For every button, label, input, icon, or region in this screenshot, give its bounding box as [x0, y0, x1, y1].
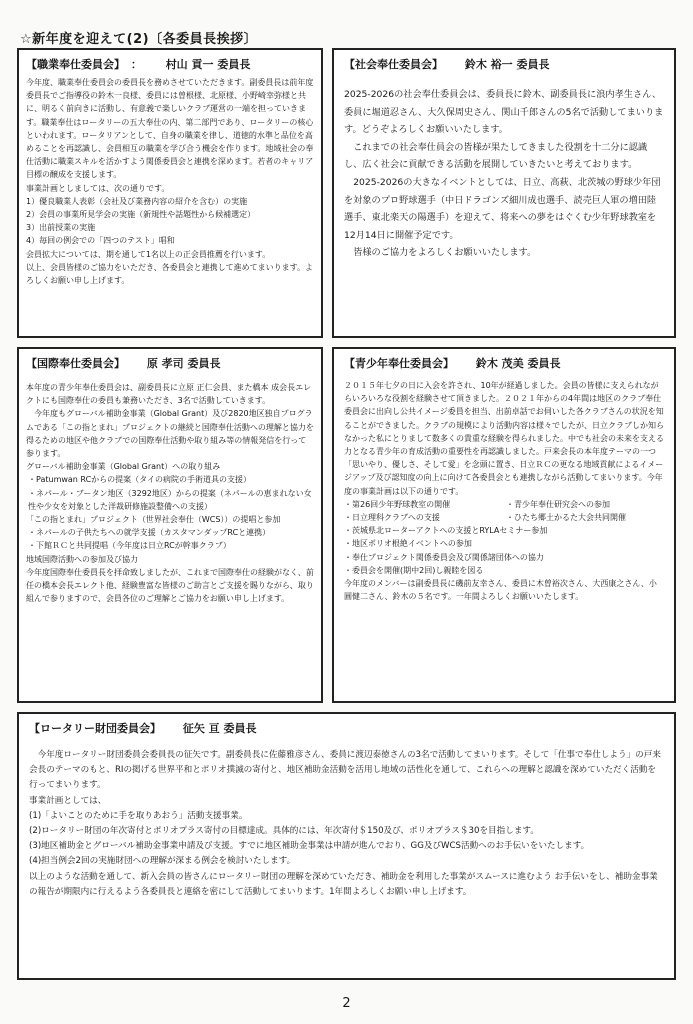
vocational-header — [26, 56, 314, 72]
plan-item: 「この指とまれ」プロジェクト（世界社会奉仕（WCS））の提唱と参加 — [26, 515, 281, 525]
plan-list — [344, 498, 664, 524]
plan-item: (4)担当例会2回の実施財団への理解が深まる例会を検討いたします。 — [29, 856, 296, 867]
plan-item: ・ネパールの子供たちへの就学支援（カスタマンダップRCと連携） — [28, 528, 271, 538]
paragraph: 今年度もグローバル補助金事業（Global Grant）及び2820地区独自プログラムである「この指とまれ」プロジェクトの継続と国際奉仕活動への理解と協力を得るための地区や他クラブでの国際奉仕活動や取り組み等の情報発信を行って参ります。 — [26, 409, 314, 459]
paragraph: 以上、会員皆様のご協力をいただき、各委員会と連携して進めてまいります。よろしくお願い申し上げます。 — [26, 262, 314, 286]
plan-item: ・Patumwan RCからの提案（タイの病院の手術道具の支援） — [28, 475, 252, 485]
committee-name: 【ロータリー財団委員会】 — [29, 722, 161, 735]
plan-item: ・茨城県北ローターアクトへの支援とRYLAセミナー参加 — [344, 526, 548, 536]
international-header — [26, 355, 314, 371]
paragraph: これまでの社会奉仕員会の皆様が果たしてきました役割を十二分に認識し、広く社会に貢献できる活動を展開していきたいと考えております。 — [344, 141, 648, 171]
chair-name: 鈴木 茂美 委員長 — [475, 357, 561, 370]
plan-item: 3）出前授業の実施 — [26, 223, 96, 233]
foundation-box — [17, 712, 676, 980]
paragraph: 皆様のご協力をよろしくお願いいたします。 — [353, 247, 537, 259]
plan-item: (2)ロータリー財団の年次寄付とポリオプラス寄付の目標達成。具体的には、年次寄付＄150及び、ポリオプラス＄30を目指します。 — [29, 826, 539, 837]
committee-name: 【職業奉仕委員会】 — [26, 58, 125, 71]
plan-item: 1）優良職業人表彰（会社及び業務内容の紹介を含む）の実施 — [26, 196, 248, 206]
page-title: ☆新年度を迎えて(2)〔各委員長挨拶〕 — [20, 28, 257, 49]
youth-service-box — [332, 347, 676, 703]
plan-item: 2）会員の事業所見学会の実施（新規性や話題性から候補選定） — [26, 210, 256, 220]
plan-item: ・青少年奉仕研究会への参加 — [506, 499, 610, 509]
paragraph: 2025-2026の大きなイベントとしては、日立、高萩、北茨城の野球少年団を対象のプロ野球選手（中日ドラゴンズ細川成也選手、読売巨人軍の増田陸選手、東北楽天の陽選手）を迎えて、将来への夢をはぐくむ少年野球教室を12月14日に開催予定です。 — [344, 176, 661, 241]
paragraph: 事業計画としましては、次の通りです。 — [26, 183, 170, 193]
committee-name: 【青少年奉仕委員会】 — [344, 357, 454, 370]
plan-item: ・日立理科クラブへの支援 — [344, 513, 440, 523]
paragraph: 事業計画としては、 — [29, 795, 107, 806]
plan-item: (1)「よいことのために手を取りあおう」活動支援事業。 — [29, 810, 248, 821]
community-service-box — [332, 48, 676, 338]
paragraph: 今年度、職業奉仕委員会の委員長を務めさせていただきます。副委員長は前年度委員長でご指導役の鈴木一良様、委員には曽根様、北原様、小野崎幸弥様と共に、明るく前向きに活動し、有意義で楽しいクラブ運営の一端を担っていきます。職業奉仕はロータリーの五大奉仕の内、第二部門であり、ロータリーの核心といわれます。ロータリアンとして、自身の職業を律し、道徳的水準と品位を高めることを再認識し、会員相互の職業を学び合う機会を作ります。地域社会の奉仕活動に職業スキルを活かすよう関係委員会と連携を深めます。若者のキャリア目標の醸成を支援します。 — [26, 78, 314, 180]
chair-name: 征矢 亘 委員長 — [182, 722, 257, 735]
international-body — [26, 381, 314, 605]
committee-name: 【社会奉仕委員会】 — [344, 58, 443, 71]
separator: ： — [130, 58, 142, 71]
plan-item: グローバル補助金事業（Global Grant）への取り組み — [26, 462, 221, 472]
chair-name: 原 孝司 委員長 — [146, 357, 221, 370]
plan-item: 地域国際活動への参加及び協力 — [26, 554, 138, 564]
community-header — [344, 56, 664, 72]
vocational-body — [26, 76, 314, 287]
plan-item: ・奉仕プロジェクト関係委員会及び関係諸団体への協力 — [344, 552, 544, 562]
page-number: 2 — [342, 996, 351, 1011]
paragraph: 2025-2026の社会奉仕委員会は、委員長に鈴木、副委員長に浪内孝生さん、委員に堀道忍さん、大久保周史さん、関山千郎さんの5名で活動してまいります。どうぞよろしくお願いいたします。 — [344, 89, 664, 136]
plan-item: (3)地区補助金とグローバル補助金事業申請及び支援。すでに地区補助金事業は申請が進んでおり、GG及びWCS活動へのお手伝いをいたします。 — [29, 841, 590, 852]
paragraph: 今年度ロータリー財団委員会委員長の征矢です。副委員長に佐藤雅彦さん、委員に渡辺泰徳さんの3名で活動してまいります。そして「仕事で奉仕しよう」の戸来会長のテーマのもと、RIの掲げる世界平和とポリオ撲滅の寄付と、地区補助金活動を活用し地域の活性化を通して、これらへの理解と認識を深めていただく活動を行ってまいります。 — [29, 750, 661, 791]
plan-item: ・委員会を開催(期中2回)し親睦を図る — [344, 565, 484, 575]
vocational-service-box — [17, 48, 323, 338]
paragraph: 今年度のメンバーは副委員長に磯前友幸さん、委員に木曽裕次さん、大西康之さん、小圓健二さん、鈴木の５名です。一年間よろしくお願いいたします。 — [344, 579, 657, 602]
paragraph: 今年度国際奉仕委員長を拝命致しましたが、これまで国際奉仕の経験がなく、前任の橋本会長エレクト他、経験豊富な皆様のご助言とご支援を賜りながら、取り組んで参りますので、会員各位のご理解とご協力をお願い申し上げます。 — [26, 567, 314, 604]
foundation-header — [29, 720, 664, 736]
chair-name: 村山 貢一 委員長 — [165, 58, 251, 71]
chair-name: 鈴木 裕一 委員長 — [464, 58, 550, 71]
plan-item: ・地区ポリオ根絶イベントへの参加 — [344, 539, 472, 549]
committee-name: 【国際奉仕委員会】 — [26, 357, 125, 370]
youth-header — [344, 355, 664, 371]
plan-item: ・第26回少年野球教室の開催 — [344, 499, 451, 509]
paragraph: 会員拡大については、期を通して1名以上の正会員推薦を行います。 — [26, 249, 271, 259]
youth-body — [344, 379, 664, 603]
foundation-body — [29, 748, 664, 900]
plan-item: 4）毎回の例会での「四つのテスト」唱和 — [26, 236, 175, 246]
plan-item: ・ネパール・ブータン地区（3292地区）からの提案（ネパールの恵まれない女性や少女を対象とした洋裁研修施設整備への支援） — [28, 488, 312, 511]
community-body — [344, 86, 664, 262]
paragraph: 以上のような活動を通して、新入会員の皆さんにロータリー財団の理解を深めていただき、補助金を利用した事業がスムースに進むよう お手伝いをし、補助金事業の報告が期限内に行えるよう各委員長と連絡を密にして活動してまいります。1年間よろしくお願い申し上げます。 — [29, 871, 658, 897]
plan-item: ・下館ＲＣと共同提唱（今年度は日立RCが幹事クラブ） — [28, 541, 231, 551]
plan-item: ・ひたち郷土かるた大会共同開催 — [506, 513, 626, 523]
paragraph: 本年度の青少年奉仕委員会は、副委員長に立原 正仁会員、また橋本 成会長エレクトにも国際奉仕の委員も兼務いただき、3名で活動していきます。 — [26, 383, 312, 406]
paragraph: ２０１５年七夕の日に入会を許され、10年が経過しました。会員の皆様に支えられながらいろいろな役割を経験させて頂きました。２０２１年からの4年間は地区のクラブ奉仕委員会に出向し公共イメージ委員を担当、出前卓話でお伺いした各クラブさんの状況を知ることができました。クラブの規模により活動内容は様々でしたが、日立クラブしか知らなかった私にとりまして数多くの貴重な経験を得られました。中でも社会の未来を支える力となる青少年の育成活動の重要性を再認識しました。戸来会長の本年度テーマの一つ「思いやり、優しさ、そして愛」を念頭に置き、日立ＲＣの更なる地域貢献によるイメージアップ及び認知度の向上に向けて各委員会とも連携しながら活動してまいります。今年度の事業計画は以下の通りです。 — [344, 381, 664, 496]
international-service-box — [17, 347, 323, 703]
